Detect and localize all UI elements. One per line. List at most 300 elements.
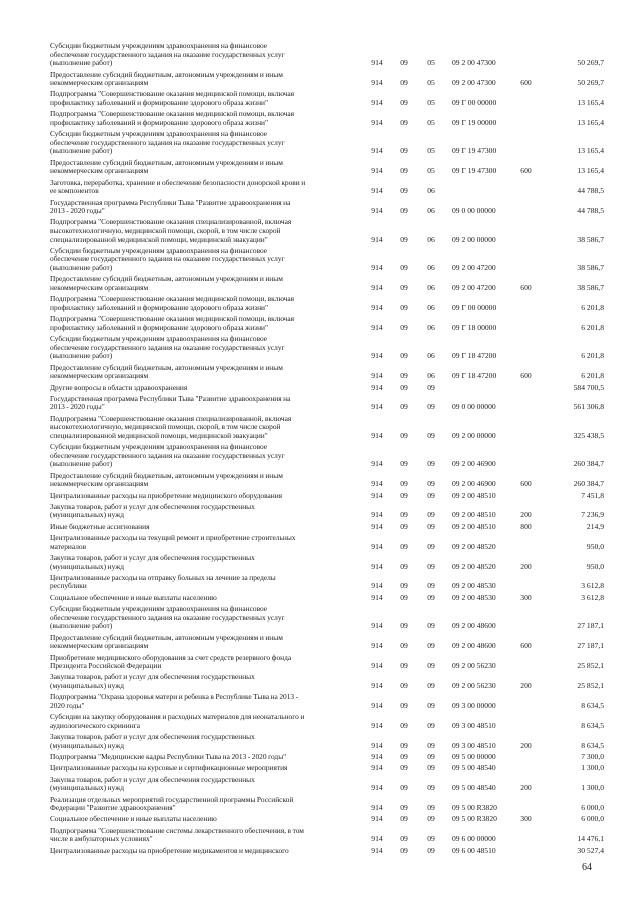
description-line: некоммерческим организациям [50, 167, 149, 176]
amount-cell: 44 788,5 [577, 206, 604, 216]
ministry-code-cell: 914 [371, 459, 383, 469]
amount-cell: 7 236,9 [581, 510, 604, 520]
subsection-code-cell: 05 [427, 146, 435, 156]
description-line: 2020 годы" [50, 701, 85, 710]
amount-cell: 1 300,0 [581, 783, 604, 793]
row-description [50, 90, 362, 107]
table-row [0, 492, 640, 501]
description-line: Централизованные расходы на курсовые и сертификационные мероприятия [50, 764, 288, 773]
row-description [50, 42, 362, 68]
description-line: обеспечение государственного задания на оказание государственных услуг [50, 138, 285, 147]
ministry-code-cell: 914 [371, 97, 383, 107]
section-code-cell: 09 [400, 621, 408, 631]
amount-cell: 950,0 [586, 541, 604, 551]
amount-cell: 38 586,7 [577, 282, 604, 292]
subsection-code-cell: 09 [427, 700, 435, 710]
row-description [50, 764, 362, 773]
section-code-cell: 09 [400, 146, 408, 156]
section-code-cell: 09 [400, 700, 408, 710]
ministry-code-cell: 914 [371, 166, 383, 176]
expense-type-cell: 600 [520, 371, 532, 381]
description-line: Реализация отдельных мероприятий государственной программы Российской [50, 795, 294, 804]
ministry-code-cell: 914 [371, 561, 383, 571]
table-row [0, 472, 640, 489]
subsection-code-cell: 09 [427, 561, 435, 571]
section-code-cell: 09 [400, 263, 408, 273]
subsection-code-cell: 09 [427, 680, 435, 690]
ministry-code-cell: 914 [371, 581, 383, 591]
ministry-code-cell: 914 [371, 322, 383, 332]
section-code-cell: 09 [400, 282, 408, 292]
description-line: (муниципальных) нужд [50, 681, 125, 690]
target-article-cell: 09 5 00 R3820 [452, 803, 497, 813]
target-article-cell: 09 2 00 48600 [452, 641, 496, 651]
ministry-code-cell: 914 [371, 720, 383, 730]
subsection-code-cell: 06 [427, 186, 435, 196]
amount-cell: 325 438,5 [573, 430, 604, 440]
table-row [0, 654, 640, 671]
subsection-code-cell: 09 [427, 430, 435, 440]
expense-type-cell: 200 [520, 510, 532, 520]
description-line: Подпрограмма "Совершенствование оказания медицинской помощи, включая [50, 315, 295, 324]
subsection-code-cell: 06 [427, 322, 435, 332]
row-description [50, 315, 362, 332]
description-line: материалов [50, 542, 87, 551]
amount-cell: 44 788,5 [577, 186, 604, 196]
amount-cell: 6 201,8 [581, 302, 604, 312]
ministry-code-cell: 914 [371, 763, 383, 773]
description-line: высокотехнологичную, медицинской помощи, скорой, в том числе скорой [50, 226, 281, 235]
description-line: Подпрограмма "Медицинские кадры Республики Тыва на 2013 - 2020 годы" [50, 753, 287, 761]
description-line: Субсидии бюджетным учреждениям здравоохранения на финансовое [50, 246, 268, 255]
row-description [50, 364, 362, 381]
ministry-code-cell: 914 [371, 186, 383, 196]
row-description [50, 110, 362, 127]
table-row [0, 218, 640, 244]
description-line: Предоставление субсидий бюджетным, автономным учреждениям и иным [50, 70, 283, 79]
ministry-code-cell: 914 [371, 661, 383, 671]
ministry-code-cell: 914 [371, 234, 383, 244]
target-article-cell: 09 Г 18 47200 [452, 351, 497, 361]
description-line: специализированной медицинской помощи, медицинской эвакуации" [50, 431, 268, 440]
ministry-code-cell: 914 [371, 621, 383, 631]
description-line: Социальное обеспечение и иные выплаты населению [50, 593, 217, 602]
ministry-code-cell: 914 [371, 752, 383, 761]
ministry-code-cell: 914 [371, 146, 383, 156]
row-description [50, 384, 362, 393]
description-line: Централизованные расходы на приобретение медикаментов и медицинского [50, 846, 289, 855]
table-row [0, 364, 640, 381]
subsection-code-cell: 05 [427, 58, 435, 68]
description-line: обеспечение государственного задания на оказание государственных услуг [50, 343, 285, 352]
table-row [0, 384, 640, 393]
subsection-code-cell: 09 [427, 783, 435, 793]
amount-cell: 8 634,5 [581, 720, 604, 730]
table-row [0, 395, 640, 412]
subsection-code-cell: 06 [427, 206, 435, 216]
description-line: Подпрограмма "Совершенствование оказания медицинской помощи, включая [50, 110, 295, 119]
target-article-cell: 09 6 00 00000 [452, 834, 496, 844]
subsection-code-cell: 09 [427, 763, 435, 773]
table-row [0, 110, 640, 127]
subsection-code-cell: 09 [427, 834, 435, 844]
subsection-code-cell: 09 [427, 521, 435, 531]
amount-cell: 50 269,7 [577, 78, 604, 88]
table-row [0, 713, 640, 730]
ministry-code-cell: 914 [371, 58, 383, 68]
ministry-code-cell: 914 [371, 814, 383, 824]
ministry-code-cell: 914 [371, 371, 383, 381]
subsection-code-cell: 09 [427, 459, 435, 469]
table-row [0, 534, 640, 551]
table-row [0, 295, 640, 312]
subsection-code-cell: 09 [427, 581, 435, 591]
description-line: Социальное обеспечение и иные выплаты населению [50, 815, 217, 824]
description-line: 2013 - 2020 годы" [50, 403, 105, 412]
amount-cell: 14 476,1 [577, 834, 604, 844]
row-description [50, 815, 362, 824]
ministry-code-cell: 914 [371, 479, 383, 489]
ministry-code-cell: 914 [371, 206, 383, 216]
target-article-cell: 09 Г 19 00000 [452, 117, 497, 127]
section-code-cell: 09 [400, 680, 408, 690]
row-description [50, 554, 362, 571]
section-code-cell: 09 [400, 322, 408, 332]
subsection-code-cell: 05 [427, 78, 435, 88]
table-row [0, 764, 640, 773]
table-row [0, 847, 640, 856]
section-code-cell: 09 [400, 402, 408, 412]
table-row [0, 693, 640, 710]
amount-cell: 8 634,5 [581, 740, 604, 750]
description-line: Заготовка, переработка, хранение и обеспечение безопасности донорской крови и [50, 178, 306, 187]
description-line: (муниципальных) нужд [50, 562, 125, 571]
section-code-cell: 09 [400, 117, 408, 127]
target-article-cell: 09 5 00 00000 [452, 752, 496, 761]
ministry-code-cell: 914 [371, 845, 383, 855]
table-row [0, 815, 640, 824]
description-line: Субсидии бюджетным учреждениям здравоохранения на финансовое [50, 42, 268, 50]
target-article-cell: 09 2 00 00000 [452, 430, 496, 440]
description-line: Федерации "Развитие здравоохранения" [50, 804, 176, 813]
amount-cell: 214,9 [586, 521, 604, 531]
row-description [50, 415, 362, 441]
subsection-code-cell: 06 [427, 234, 435, 244]
row-description [50, 247, 362, 273]
row-description [50, 199, 362, 216]
ministry-code-cell: 914 [371, 740, 383, 750]
description-line: Субсидии бюджетным учреждениям здравоохранения на финансовое [50, 443, 268, 452]
section-code-cell: 09 [400, 521, 408, 531]
subsection-code-cell: 09 [427, 479, 435, 489]
description-line: профилактику заболеваний и формирование здорового образа жизни" [50, 323, 269, 332]
subsection-code-cell: 09 [427, 592, 435, 602]
description-line: обеспечение государственного задания на оказание государственных услуг [50, 451, 285, 460]
target-article-cell: 09 Г 19 47300 [452, 166, 497, 176]
ministry-code-cell: 914 [371, 834, 383, 844]
section-code-cell: 09 [400, 641, 408, 651]
target-article-cell: 09 0 00 00000 [452, 402, 496, 412]
row-description [50, 753, 362, 762]
description-line: Закупка товаров, работ и услуг для обеспечения государственных [50, 733, 255, 742]
subsection-code-cell: 09 [427, 382, 435, 392]
ministry-code-cell: 914 [371, 680, 383, 690]
target-article-cell: 09 2 00 48520 [452, 541, 496, 551]
subsection-code-cell: 05 [427, 166, 435, 176]
expense-type-cell: 600 [520, 166, 532, 176]
amount-cell: 13 165,4 [577, 117, 604, 127]
subsection-code-cell: 09 [427, 661, 435, 671]
description-line: профилактику заболеваний и формирование здорового образа жизни" [50, 118, 269, 127]
subsection-code-cell: 09 [427, 621, 435, 631]
target-article-cell: 09 2 00 47200 [452, 282, 496, 292]
description-line: (выполнение работ) [50, 352, 113, 361]
description-line: Централизованные расходы на приобретение медицинского оборудования [50, 491, 283, 500]
target-article-cell: 09 2 00 56230 [452, 680, 496, 690]
table-row [0, 673, 640, 690]
description-line: обеспечение государственного задания на оказание государственных услуг [50, 255, 285, 264]
description-line: Предоставление субсидий бюджетным, автономным учреждениям и иным [50, 275, 283, 284]
description-line: Централизованные расходы на отправку больных на лечение за пределы [50, 573, 276, 582]
row-description [50, 130, 362, 156]
subsection-code-cell: 06 [427, 351, 435, 361]
amount-cell: 8 634,5 [581, 700, 604, 710]
section-code-cell: 09 [400, 752, 408, 761]
description-line: специализированной медицинской помощи, медицинской эвакуации" [50, 235, 268, 244]
expense-type-cell: 300 [520, 592, 532, 602]
table-row [0, 443, 640, 469]
amount-cell: 6 000,0 [581, 803, 604, 813]
row-description [50, 335, 362, 361]
subsection-code-cell: 09 [427, 752, 435, 761]
section-code-cell: 09 [400, 720, 408, 730]
table-row [0, 179, 640, 196]
section-code-cell: 09 [400, 490, 408, 500]
table-row [0, 554, 640, 571]
row-description [50, 796, 362, 813]
target-article-cell: 09 5 00 R3820 [452, 814, 497, 824]
row-description [50, 654, 362, 671]
target-article-cell: 09 Г 19 47300 [452, 146, 497, 156]
row-description [50, 159, 362, 176]
section-code-cell: 09 [400, 763, 408, 773]
table-row [0, 247, 640, 273]
expense-type-cell: 200 [520, 783, 532, 793]
expense-type-cell: 800 [520, 521, 532, 531]
subsection-code-cell: 09 [427, 641, 435, 651]
subsection-code-cell: 09 [427, 541, 435, 551]
amount-cell: 260 384,7 [573, 479, 604, 489]
amount-cell: 13 165,4 [577, 146, 604, 156]
amount-cell: 38 586,7 [577, 234, 604, 244]
row-description [50, 523, 362, 532]
section-code-cell: 09 [400, 845, 408, 855]
section-code-cell: 09 [400, 459, 408, 469]
row-description [50, 534, 362, 551]
row-description [50, 295, 362, 312]
row-description [50, 492, 362, 501]
description-line: некоммерческим организациям [50, 283, 149, 292]
table-row [0, 634, 640, 651]
row-description [50, 472, 362, 489]
description-line: 2013 - 2020 годы" [50, 207, 105, 216]
table-row [0, 90, 640, 107]
target-article-cell: 09 5 00 48540 [452, 783, 496, 793]
description-line: Субсидии бюджетным учреждениям здравоохранения на финансовое [50, 605, 268, 614]
ministry-code-cell: 914 [371, 541, 383, 551]
row-description [50, 275, 362, 292]
ministry-code-cell: 914 [371, 117, 383, 127]
expense-type-cell: 600 [520, 78, 532, 88]
amount-cell: 1 300,0 [581, 763, 604, 773]
subsection-code-cell: 09 [427, 740, 435, 750]
description-line: (муниципальных) нужд [50, 511, 125, 520]
expense-type-cell: 200 [520, 561, 532, 571]
target-article-cell: 09 2 00 48600 [452, 621, 496, 631]
table-row [0, 71, 640, 88]
description-line: Закупка товаров, работ и услуг для обеспечения государственных [50, 673, 255, 682]
amount-cell: 3 612,8 [581, 581, 604, 591]
ministry-code-cell: 914 [371, 78, 383, 88]
description-line: Подпрограмма "Совершенствование системы лекарственного обеспечения, в том [50, 826, 304, 835]
ministry-code-cell: 914 [371, 700, 383, 710]
description-line: Подпрограмма "Совершенствование оказания медицинской помощи, включая [50, 295, 295, 304]
target-article-cell: 09 2 00 48510 [452, 510, 496, 520]
page-number: 64 [582, 862, 592, 873]
target-article-cell: 09 Г 18 00000 [452, 322, 497, 332]
table-row [0, 776, 640, 793]
target-article-cell: 09 2 00 47200 [452, 263, 496, 273]
amount-cell: 6 000,0 [581, 814, 604, 824]
amount-cell: 27 187,1 [577, 621, 604, 631]
section-code-cell: 09 [400, 166, 408, 176]
description-line: высокотехнологичную, медицинской помощи, скорой, в том числе скорой [50, 423, 281, 432]
description-line: (муниципальных) нужд [50, 741, 125, 750]
ministry-code-cell: 914 [371, 382, 383, 392]
row-description [50, 827, 362, 844]
target-article-cell: 09 2 00 00000 [452, 234, 496, 244]
description-line: Подпрограмма "Совершенствование оказания специализированной, включая [50, 414, 292, 423]
section-code-cell: 09 [400, 740, 408, 750]
target-article-cell: 09 2 00 48520 [452, 561, 496, 571]
subsection-code-cell: 09 [427, 803, 435, 813]
row-description [50, 733, 362, 750]
target-article-cell: 09 2 00 48510 [452, 490, 496, 500]
section-code-cell: 09 [400, 834, 408, 844]
description-line: Субсидии бюджетным учреждениям здравоохранения на финансовое [50, 335, 268, 344]
target-article-cell: 09 2 00 46900 [452, 459, 496, 469]
amount-cell: 13 165,4 [577, 97, 604, 107]
expense-type-cell: 200 [520, 740, 532, 750]
table-row [0, 199, 640, 216]
row-description [50, 395, 362, 412]
subsection-code-cell: 09 [427, 845, 435, 855]
amount-cell: 584 700,5 [573, 382, 604, 392]
amount-cell: 561 306,8 [573, 402, 604, 412]
subsection-code-cell: 05 [427, 117, 435, 127]
table-row [0, 275, 640, 292]
description-line: некоммерческим организациям [50, 79, 149, 88]
description-line: (выполнение работ) [50, 622, 113, 631]
table-row [0, 827, 640, 844]
target-article-cell: 09 2 00 47300 [452, 58, 496, 68]
description-line: аудиологического скрининга [50, 721, 140, 730]
target-article-cell: 09 Г 00 00000 [452, 97, 497, 107]
amount-cell: 7 451,8 [581, 490, 604, 500]
section-code-cell: 09 [400, 814, 408, 824]
row-description [50, 574, 362, 591]
table-row [0, 574, 640, 591]
table-row [0, 159, 640, 176]
ministry-code-cell: 914 [371, 592, 383, 602]
target-article-cell: 09 2 00 48530 [452, 581, 496, 591]
table-row [0, 753, 640, 762]
description-line: ее компонентов [50, 187, 99, 196]
ministry-code-cell: 914 [371, 282, 383, 292]
ministry-code-cell: 914 [371, 490, 383, 500]
section-code-cell: 09 [400, 561, 408, 571]
section-code-cell: 09 [400, 783, 408, 793]
target-article-cell: 09 3 00 48510 [452, 740, 496, 750]
target-article-cell: 09 0 00 00000 [452, 206, 496, 216]
ministry-code-cell: 914 [371, 263, 383, 273]
section-code-cell: 09 [400, 581, 408, 591]
section-code-cell: 09 [400, 78, 408, 88]
section-code-cell: 09 [400, 382, 408, 392]
table-row [0, 130, 640, 156]
expense-type-cell: 600 [520, 641, 532, 651]
expense-type-cell: 300 [520, 814, 532, 824]
ministry-code-cell: 914 [371, 783, 383, 793]
expense-type-cell: 600 [520, 282, 532, 292]
section-code-cell: 09 [400, 371, 408, 381]
table-row [0, 523, 640, 532]
description-line: Другие вопросы в области здравоохранения [50, 383, 188, 392]
amount-cell: 27 187,1 [577, 641, 604, 651]
section-code-cell: 09 [400, 430, 408, 440]
description-line: обеспечение государственного задания на оказание государственных услуг [50, 50, 285, 59]
row-description [50, 71, 362, 88]
amount-cell: 25 852,1 [577, 680, 604, 690]
table-row [0, 733, 640, 750]
description-line: Закупка товаров, работ и услуг для обеспечения государственных [50, 775, 255, 784]
table-row [0, 335, 640, 361]
amount-cell: 30 527,4 [577, 845, 604, 855]
section-code-cell: 09 [400, 592, 408, 602]
description-line: Субсидии бюджетным учреждениям здравоохранения на финансовое [50, 130, 268, 139]
table-row [0, 594, 640, 603]
section-code-cell: 09 [400, 234, 408, 244]
amount-cell: 13 165,4 [577, 166, 604, 176]
description-line: Предоставление субсидий бюджетным, автономным учреждениям и иным [50, 471, 283, 480]
description-line: Предоставление субсидий бюджетным, автономным учреждениям и иным [50, 363, 283, 372]
target-article-cell: 09 5 00 48540 [452, 763, 496, 773]
row-description [50, 847, 362, 856]
description-line: некоммерческим организациям [50, 642, 149, 651]
row-description [50, 443, 362, 469]
amount-cell: 7 300,0 [581, 752, 604, 761]
target-article-cell: 09 2 00 48510 [452, 521, 496, 531]
description-line: Закупка товаров, работ и услуг для обеспечения государственных [50, 502, 255, 511]
row-description [50, 218, 362, 244]
section-code-cell: 09 [400, 58, 408, 68]
amount-cell: 3 612,8 [581, 592, 604, 602]
description-line: числе в амбулаторных условиях" [50, 835, 153, 844]
section-code-cell: 09 [400, 661, 408, 671]
row-description [50, 179, 362, 196]
description-line: Государственная программа Республики Тыва "Развитие здравоохранения на [50, 394, 291, 403]
table-row [0, 503, 640, 520]
